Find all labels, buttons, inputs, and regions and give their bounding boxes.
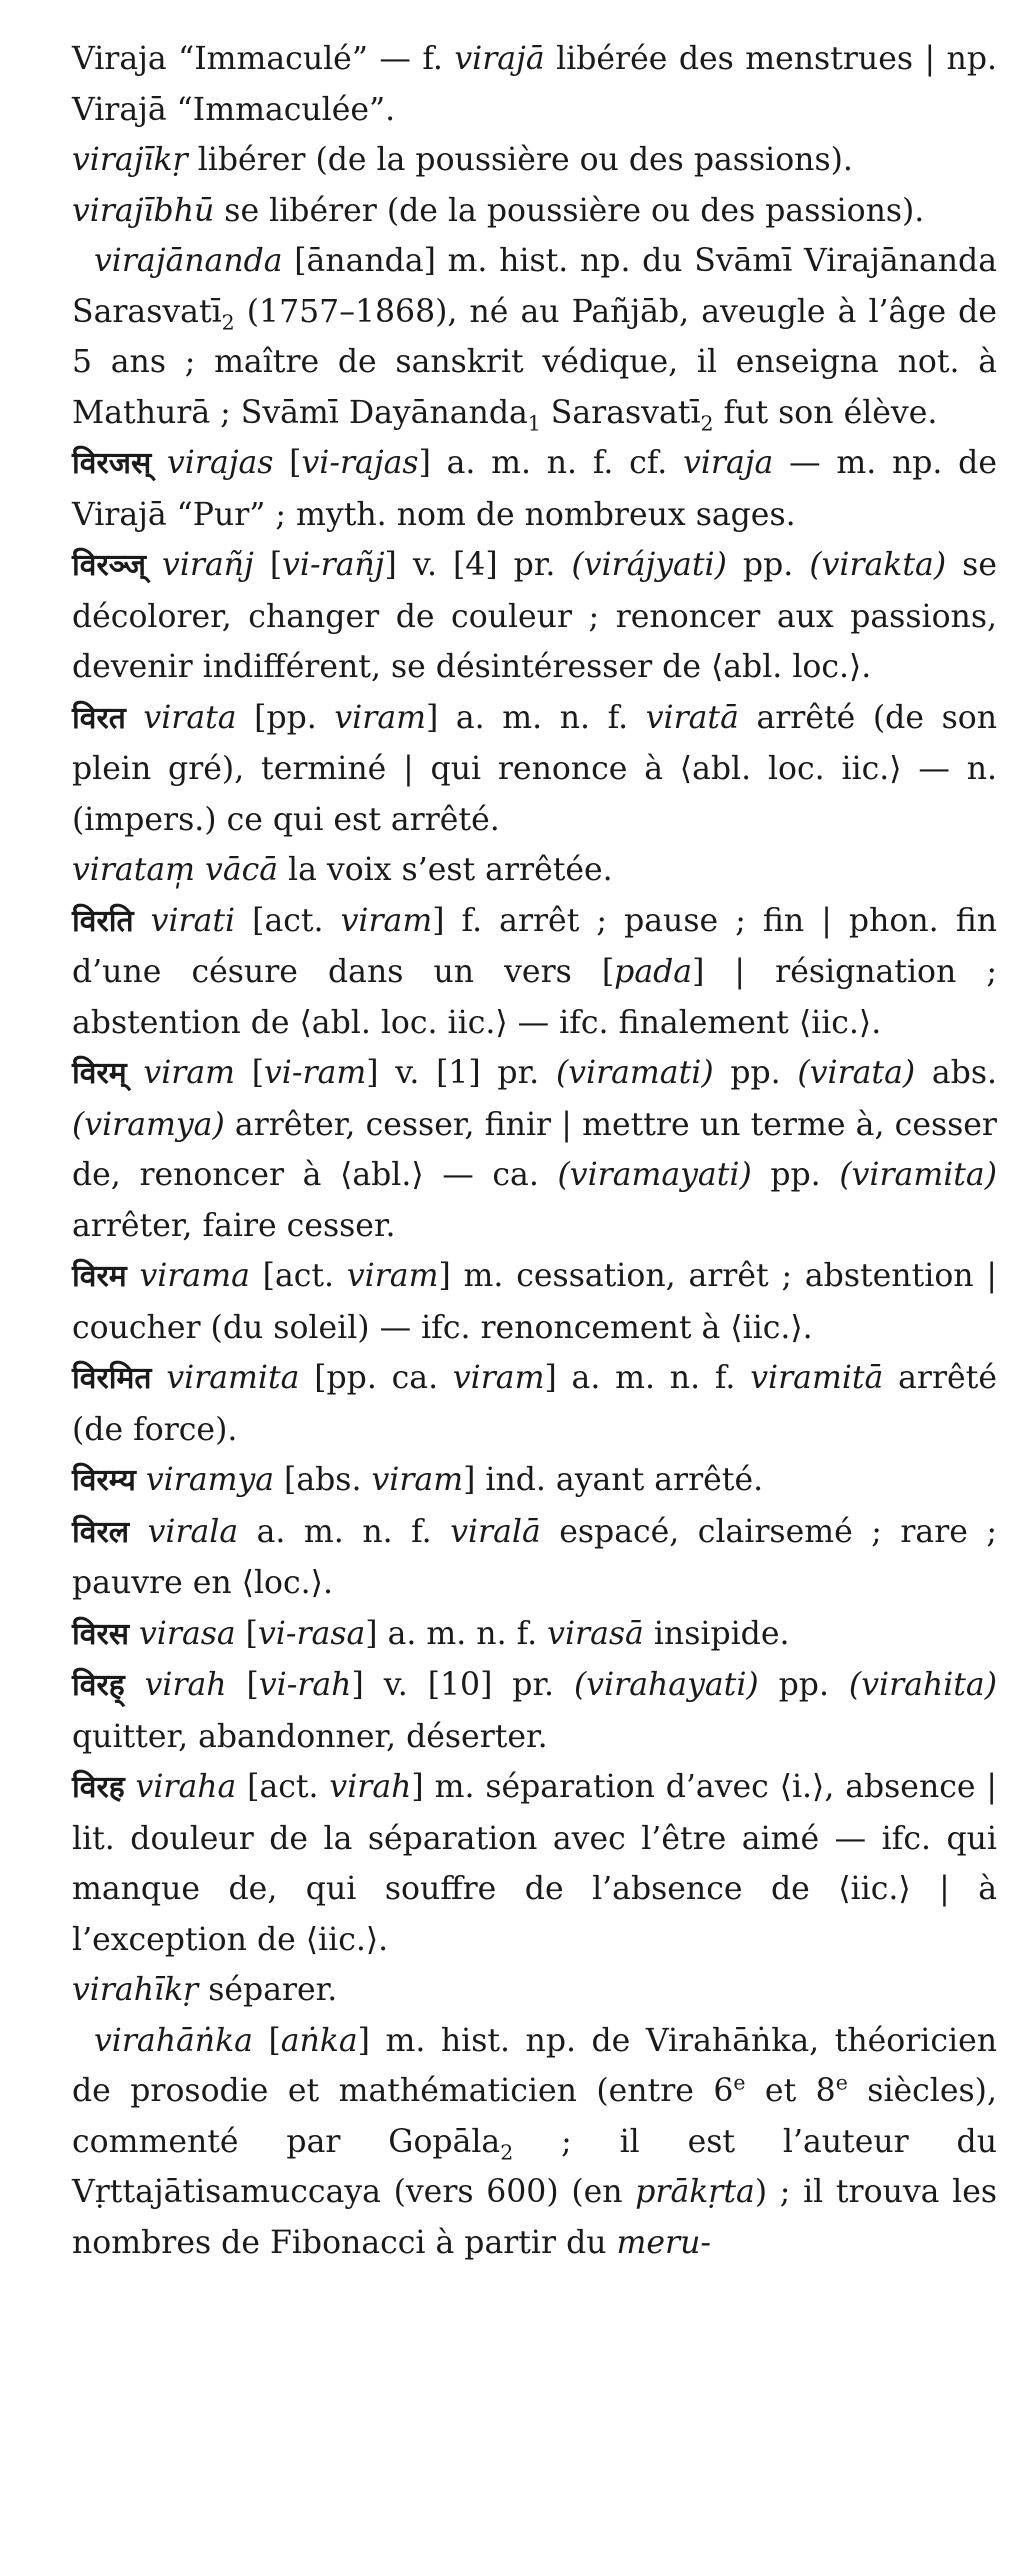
italic-term: viram	[143, 1055, 235, 1091]
devanagari-headword: विरम्	[72, 1056, 127, 1091]
dictionary-entry	[72, 1251, 997, 1353]
italic-term: meru-	[616, 2224, 712, 2261]
entry-text: arrêté (de force).	[72, 1360, 997, 1448]
dictionary-entry	[72, 896, 997, 1049]
entry-text: ] m. séparation d’avec ⟨i.⟩, absence | lit. douleur de la séparation avec l’être aimé — ifc. qui manque de, qui souffre de l’absence de ⟨iic.⟩ | à l’exception de ⟨iic.⟩.	[72, 1769, 997, 1958]
entry-text: ; il est l’auteur du Vṛttajātisamuccaya (vers 600) (en	[72, 2123, 998, 2210]
devanagari-headword: विरल	[72, 1514, 130, 1550]
entry-text: [pp. ca.	[299, 1360, 453, 1396]
entry-text: pp.	[726, 547, 810, 583]
italic-term: (virahita)	[848, 1667, 997, 1703]
entry-text: fut son élève.	[713, 394, 938, 431]
superscript: e	[733, 2070, 746, 2095]
superscript: e	[835, 2070, 848, 2095]
entry-text: [act.	[235, 902, 341, 939]
italic-term: viramita	[166, 1360, 300, 1396]
italic-term: virajā	[454, 41, 545, 77]
italic-term: vi-rasa	[257, 1615, 366, 1652]
dictionary-entry	[72, 1507, 997, 1609]
italic-term: virañj	[162, 547, 254, 583]
italic-term: virati	[150, 902, 236, 939]
entry-text: ] a. m. n. f.	[425, 699, 646, 736]
italic-term: virajānanda	[94, 243, 283, 279]
italic-term: virata	[143, 699, 237, 736]
devanagari-headword: विरह्	[72, 1668, 125, 1703]
italic-term: virajībhū	[72, 192, 215, 229]
italic-term: virah	[144, 1667, 227, 1703]
entry-text	[152, 1360, 167, 1396]
entry-text: [pp.	[236, 699, 335, 736]
devanagari-headword: विरमित	[72, 1361, 152, 1396]
italic-term: viram	[371, 1462, 464, 1498]
entry-text: ] v. [4] pr.	[384, 547, 572, 583]
entry-text: ] a. m. n. f.	[365, 1615, 548, 1652]
italic-term: (viramita)	[839, 1157, 997, 1193]
dictionary-entry	[72, 1965, 997, 2016]
italic-term: viramitā	[750, 1360, 884, 1396]
entry-text: siècles), commenté par Gopāla	[72, 2073, 997, 2160]
italic-term: viramya	[145, 1462, 275, 1498]
italic-term: vi-rajas	[301, 445, 419, 481]
dictionary-entry	[72, 1048, 997, 1251]
entry-text	[146, 547, 162, 583]
entry-text: [	[273, 445, 302, 481]
entry-text	[134, 903, 151, 939]
entry-text	[127, 1055, 144, 1091]
entry-text: séparer.	[198, 1972, 338, 2008]
entry-text: Sarasvatī	[540, 394, 701, 431]
italic-term: (viramati)	[555, 1055, 714, 1091]
subscript: 2	[500, 2139, 514, 2164]
italic-term: (virájyati)	[571, 547, 727, 583]
devanagari-headword: विरह	[72, 1770, 125, 1805]
entry-text: [	[235, 1615, 258, 1652]
entry-text: ] m. hist. np. de Virahāṅka, théoricien de prosodie et mathématicien (entre 6	[72, 2022, 997, 2109]
entry-text: ) ; il trouva les nombres de Fibonacci à partir du	[72, 2174, 997, 2261]
entry-text: [	[253, 547, 283, 583]
dictionary-entry	[72, 693, 997, 846]
entry-text: la voix s’est arrêtée.	[278, 852, 613, 888]
italic-term: pada	[614, 954, 693, 990]
entry-text	[127, 1258, 140, 1294]
italic-term: virah	[329, 1769, 412, 1805]
entry-text	[151, 445, 167, 481]
italic-term: (virahayati)	[574, 1667, 759, 1703]
entry-text	[125, 1667, 145, 1703]
italic-term: virama	[139, 1258, 250, 1294]
entry-text: [abs.	[274, 1462, 372, 1498]
italic-term: prākṛta	[635, 2174, 755, 2210]
entry-text: pp.	[713, 1055, 798, 1091]
entry-text: quitter, abandonner, déserter.	[72, 1718, 548, 1755]
entry-text: a. m. n. f.	[238, 1513, 451, 1550]
dictionary-entry	[72, 236, 997, 438]
dictionary-entry	[72, 438, 997, 540]
dictionary-entry	[72, 1609, 997, 1661]
entry-text: se décolorer, changer de couleur ; renoncer aux passions, devenir indifférent, se désintéresser de ⟨abl. loc.⟩.	[72, 547, 997, 685]
italic-term: viram	[340, 902, 433, 939]
entry-text: insipide.	[643, 1615, 790, 1652]
devanagari-headword: विरजस्	[72, 446, 152, 481]
dictionary-entry	[72, 135, 997, 186]
entry-text: arrêter, faire cesser.	[72, 1207, 396, 1244]
italic-term: vi-rah	[258, 1667, 352, 1703]
italic-term: virahāṅka	[94, 2022, 253, 2059]
entry-text: [	[234, 1055, 265, 1091]
entry-text: [	[226, 1667, 259, 1703]
devanagari-headword: विरत	[72, 700, 126, 736]
dictionary-entry	[72, 2016, 997, 2269]
italic-term: viratam̩ vācā	[72, 852, 279, 888]
entry-text: ] ind. ayant arrêté.	[463, 1462, 764, 1498]
devanagari-headword: विरति	[72, 903, 134, 939]
entry-text: — m. np. de Virajā “Pur” ; myth. nom de nombreux sages.	[72, 445, 997, 533]
italic-term: virahīkṛ	[72, 1972, 199, 2008]
dictionary-entry	[72, 1762, 997, 1965]
subscript: 1	[527, 410, 541, 435]
entry-text: [act.	[249, 1258, 347, 1294]
entry-text: ] | résignation ; abstention de ⟨abl. loc. iic.⟩ — ifc. finalement ⟨iic.⟩.	[72, 954, 997, 1041]
italic-term: viram	[452, 1360, 545, 1396]
entry-text: ] v. [10] pr.	[351, 1667, 575, 1703]
entry-text	[125, 1769, 136, 1805]
entry-text: (1757–1868), né au Pañjāb, aveugle à l’âge de 5 ans ; maître de sanskrit védique, il enseigna not. à Mathurā ; Svāmī Dayānanda	[72, 293, 997, 431]
italic-term: (viramayati)	[557, 1157, 752, 1193]
italic-term: vi-ram	[264, 1055, 367, 1091]
italic-term: viraha	[135, 1769, 237, 1805]
devanagari-headword: विरम	[72, 1259, 127, 1294]
dictionary-entry	[72, 845, 997, 896]
dictionary-entry	[72, 540, 997, 693]
entry-text	[129, 1514, 148, 1550]
entry-text: abs.	[915, 1055, 998, 1091]
entry-text: ] a. m. n. f. cf.	[418, 445, 684, 481]
dictionary-entry	[72, 1455, 997, 1507]
italic-term: virala	[147, 1513, 239, 1550]
entry-text: espacé, clairsemé ; rare ; pauvre en ⟨loc.⟩.	[72, 1513, 998, 1601]
entry-text	[136, 1462, 146, 1498]
dictionary-entry	[72, 1353, 997, 1455]
entry-text	[126, 700, 144, 736]
subscript: 2	[221, 309, 235, 334]
italic-term: aṅka	[280, 2022, 358, 2059]
subscript: 2	[700, 410, 714, 435]
italic-term: virasā	[547, 1615, 644, 1652]
entry-text: [act.	[236, 1769, 330, 1805]
devanagari-headword: विरञ्ज्	[72, 548, 146, 583]
entry-text: pp.	[758, 1667, 849, 1703]
dictionary-entry	[72, 34, 997, 135]
entry-text: libérée des menstrues | np. Virajā “Immaculée”.	[72, 41, 997, 128]
entry-text: arrêté (de son plein gré), terminé | qui renonce à ⟨abl. loc. iic.⟩ — n. (impers.) ce qui est arrêté.	[72, 699, 997, 838]
entry-text: pp.	[751, 1157, 840, 1193]
italic-term: virasa	[139, 1615, 236, 1652]
italic-term: vi-rañj	[282, 547, 385, 583]
italic-term: virajīkṛ	[72, 142, 188, 178]
entry-text: et 8	[745, 2073, 836, 2109]
italic-term: viram	[346, 1258, 439, 1294]
entry-text	[129, 1616, 139, 1652]
devanagari-headword: विरस	[72, 1616, 129, 1652]
entry-text: Viraja “Immaculé” — f.	[72, 41, 455, 77]
dictionary-entry	[72, 186, 997, 237]
dictionary-entry	[72, 1660, 997, 1762]
devanagari-headword: विरम्य	[72, 1463, 136, 1498]
italic-term: (virakta)	[809, 547, 947, 583]
entry-text: ] m. cessation, arrêt ; abstention | coucher (du soleil) — ifc. renoncement à ⟨iic.⟩.	[72, 1258, 997, 1346]
entry-text: [ānanda] m. hist. np. du Svāmī Virajānanda Sarasvatī	[72, 243, 997, 330]
italic-term: viratā	[645, 699, 739, 736]
italic-term: viraja	[683, 445, 774, 481]
entry-text: se libérer (de la poussière ou des passions).	[214, 192, 925, 229]
italic-term: (viramya)	[72, 1106, 225, 1143]
entry-text: [	[252, 2022, 281, 2059]
entry-text: arrêter, cesser, finir | mettre un terme à, cesser de, renoncer à ⟨abl.⟩ — ca.	[72, 1106, 997, 1193]
italic-term: viralā	[450, 1513, 541, 1550]
entry-text: ] f. arrêt ; pause ; fin | phon. fin d’une césure dans un vers [	[72, 902, 997, 990]
entry-text: libérer (de la poussière ou des passions).	[187, 142, 853, 178]
italic-term: virajas	[167, 445, 274, 481]
italic-term: (virata)	[797, 1055, 916, 1091]
entry-text: ] v. [1] pr.	[366, 1055, 556, 1091]
entry-text: ] a. m. n. f.	[544, 1360, 751, 1396]
italic-term: viram	[334, 699, 426, 736]
